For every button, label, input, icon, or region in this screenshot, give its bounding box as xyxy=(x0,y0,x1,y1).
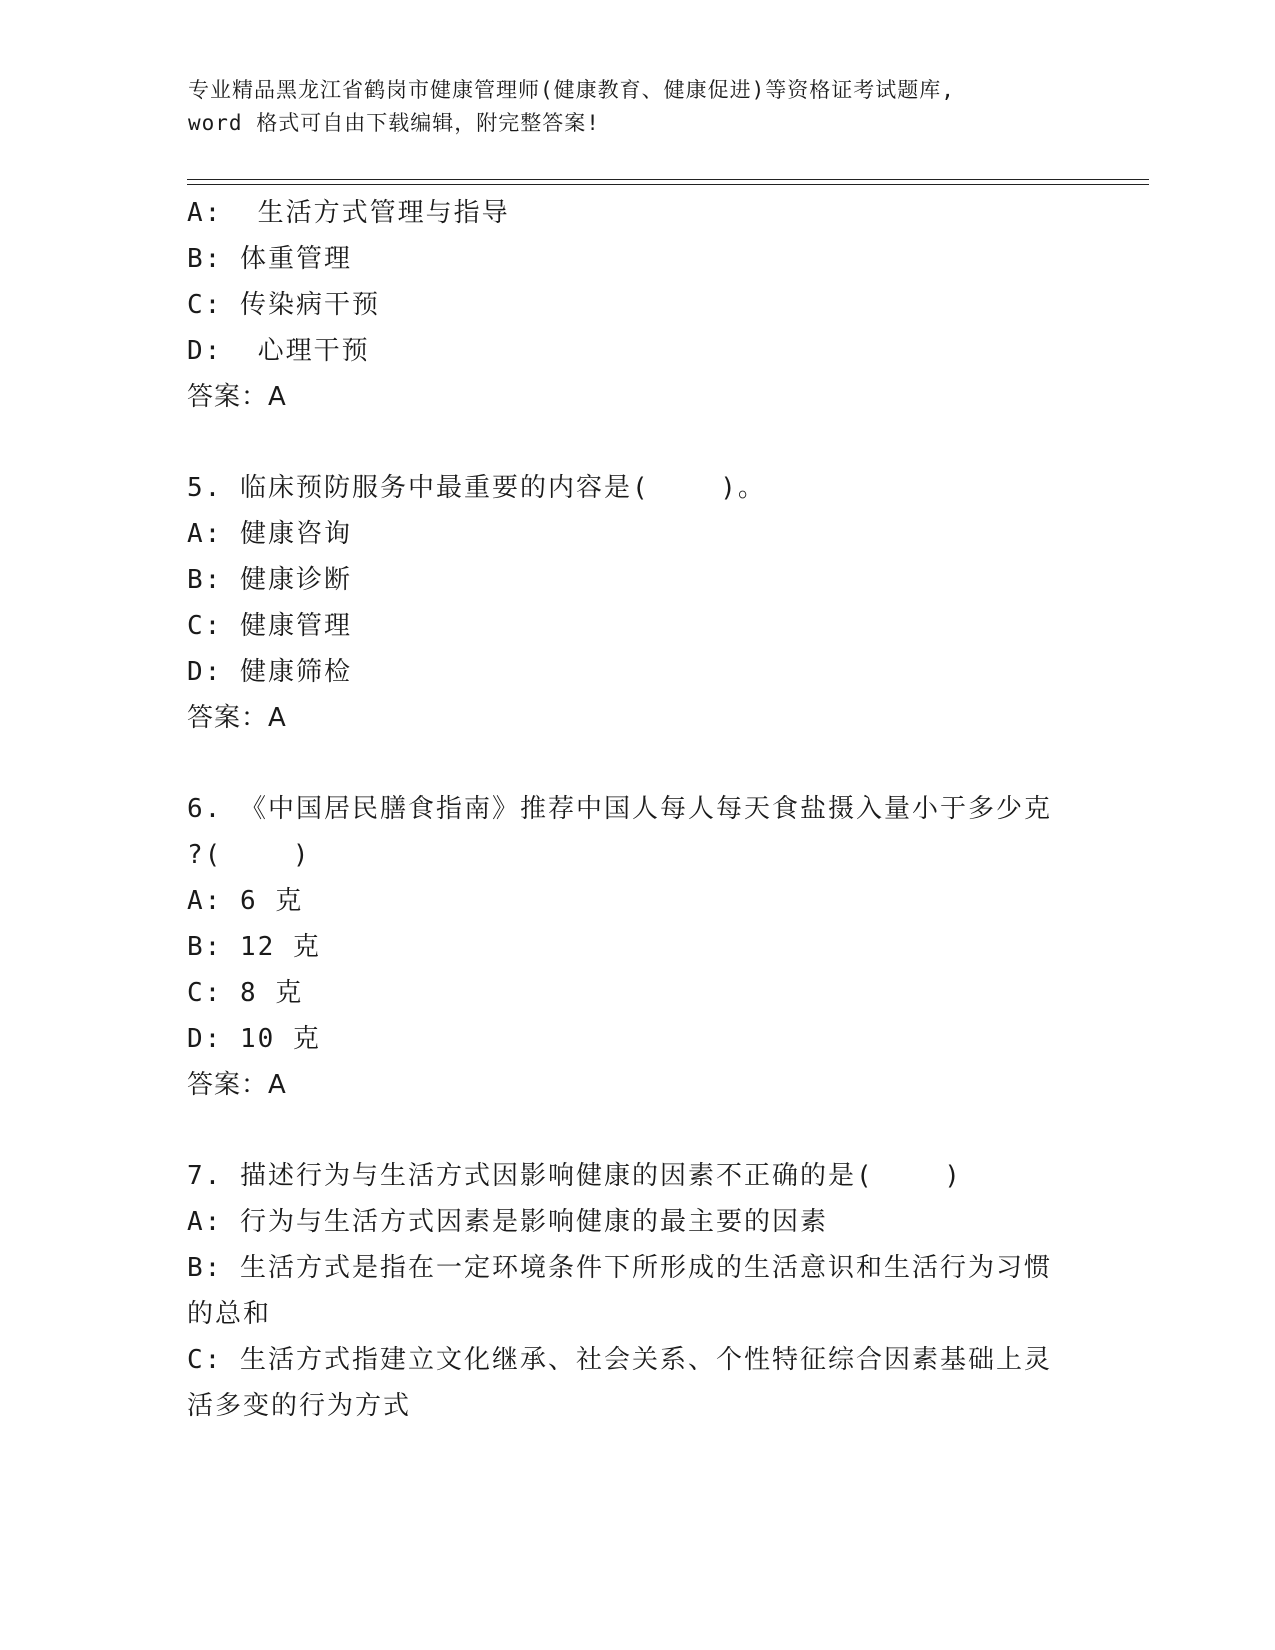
option-d: D: 心理干预 xyxy=(187,336,370,366)
option-c-line-1: C: 生活方式指建立文化继承、社会关系、个性特征综合因素基础上灵 xyxy=(187,1345,1052,1375)
question-stem: 7. 描述行为与生活方式因影响健康的因素不正确的是( ) xyxy=(187,1161,962,1191)
option-d: D: 健康筛检 xyxy=(187,657,352,687)
option-b: B: 健康诊断 xyxy=(187,565,352,595)
question-5 xyxy=(187,465,1087,741)
question-stem: 5. 临床预防服务中最重要的内容是( )。 xyxy=(187,473,766,503)
option-a: A: 生活方式管理与指导 xyxy=(187,198,510,228)
question-stem-line-2: ?( ) xyxy=(187,840,311,870)
question-6 xyxy=(187,786,1087,1108)
option-b-line-2: 的总和 xyxy=(187,1299,272,1329)
option-b: B: 体重管理 xyxy=(187,244,352,274)
question-stem-line-1: 6. 《中国居民膳食指南》推荐中国人每人每天食盐摄入量小于多少克 xyxy=(187,794,1052,824)
question-list xyxy=(187,190,1087,1429)
answer: 答案：A xyxy=(187,703,287,733)
header-line-2: word 格式可自由下载编辑，附完整答案! xyxy=(188,111,600,135)
option-b: B: 12 克 xyxy=(187,932,321,962)
option-c: C: 健康管理 xyxy=(187,611,352,641)
question-4 xyxy=(187,190,1087,420)
option-b-line-1: B: 生活方式是指在一定环境条件下所形成的生活意识和生活行为习惯 xyxy=(187,1253,1052,1283)
option-c: C: 传染病干预 xyxy=(187,290,380,320)
option-d: D: 10 克 xyxy=(187,1024,321,1054)
document-header xyxy=(188,74,1148,140)
option-a: A: 行为与生活方式因素是影响健康的最主要的因素 xyxy=(187,1207,828,1237)
header-rule-bottom xyxy=(187,184,1149,185)
question-7 xyxy=(187,1153,1087,1429)
header-line-1: 专业精品黑龙江省鹤岗市健康管理师(健康教育、健康促进)等资格证考试题库, xyxy=(188,78,955,102)
option-c-line-2: 活多变的行为方式 xyxy=(187,1391,412,1421)
answer: 答案：A xyxy=(187,1070,287,1100)
header-rule-top xyxy=(187,179,1149,180)
option-a: A: 6 克 xyxy=(187,886,304,916)
option-a: A: 健康咨询 xyxy=(187,519,352,549)
option-c: C: 8 克 xyxy=(187,978,304,1008)
answer: 答案：A xyxy=(187,382,287,412)
